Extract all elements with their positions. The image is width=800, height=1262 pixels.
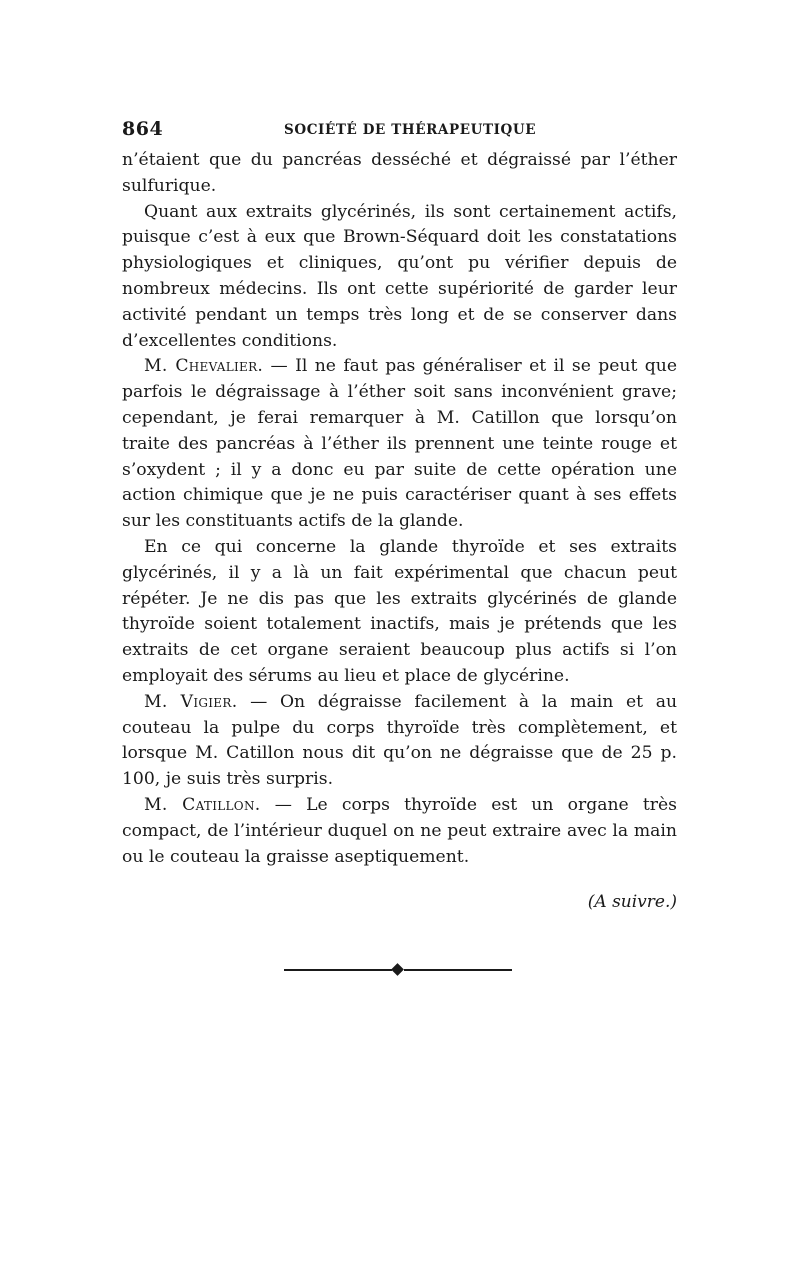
paragraph — [122, 535, 677, 690]
paragraph-text: — Il ne faut pas généraliser et il se peut que parfois le dégraissage à l’éther soit sans inconvénient grave; cependant, je ferai remarquer à M. Catillon que lorsqu’on traite des pancréas à l’éther ils prennent une teinte rouge et s’oxydent ; il y a donc eu par suite de cette opération une action chimique que je ne puis caractériser quant à ses effets sur les constituants actifs de la glande. — [122, 356, 677, 532]
speaker-name: M. Vigier. — [144, 691, 238, 712]
paragraph — [122, 354, 677, 535]
page — [122, 118, 677, 912]
paragraph-text: — On dégraisse facilement à la main et au couteau la pulpe du corps thyroïde très complètement, et lorsque M. Catillon nous dit qu’on ne dégraisse que de 25 p. 100, je suis très surpris. — [122, 691, 678, 790]
running-head: SOCIÉTÉ DE THÉRAPEUTIQUE — [284, 122, 537, 138]
paragraph — [122, 690, 677, 793]
paragraph — [122, 200, 677, 355]
speaker-name: M. Chevalier. — [144, 356, 264, 377]
continuation-note: (A suivre.) — [587, 892, 677, 913]
rule-left — [284, 969, 392, 971]
paragraph-text: En ce qui concerne la glande thyroïde et ses extraits glycérinés, il y a là un fait expérimental que chacun peut répéter. Je ne dis pas que les extraits glycérinés de glande thyroïde soient totalement inactifs, mais je prétends que les extraits de cet organe seraient beaucoup plus actifs si l’on employait des sérums au lieu et place de glycérine. — [122, 536, 677, 686]
body-text — [122, 148, 677, 870]
diamond-icon — [391, 963, 404, 976]
paragraph-text: Quant aux extraits glycérinés, ils sont certainement actifs, puisque c’est à eux que Brown-Séquard doit les constatations physiologiques et cliniques, qu’ont pu vérifier depuis de nombreux médecins. Ils ont cette supériorité de garder leur activité pendant un temps très long et de se conserver dans d’excellentes conditions. — [122, 201, 677, 351]
paragraph-text: n’étaient que du pancréas desséché et dégraissé par l’éther sulfurique. — [122, 150, 677, 196]
paragraph — [122, 148, 677, 200]
page-header — [122, 118, 677, 144]
page-number: 864 — [122, 118, 164, 140]
rule-right — [404, 969, 512, 971]
speaker-name: M. Catillon. — [144, 794, 261, 815]
paragraph-text: — Le corps thyroïde est un organe très compact, de l’intérieur duquel on ne peut extraire avec la main ou le couteau la graisse aseptiquement. — [122, 794, 677, 867]
ornament-divider — [284, 964, 512, 976]
paragraph — [122, 793, 677, 870]
